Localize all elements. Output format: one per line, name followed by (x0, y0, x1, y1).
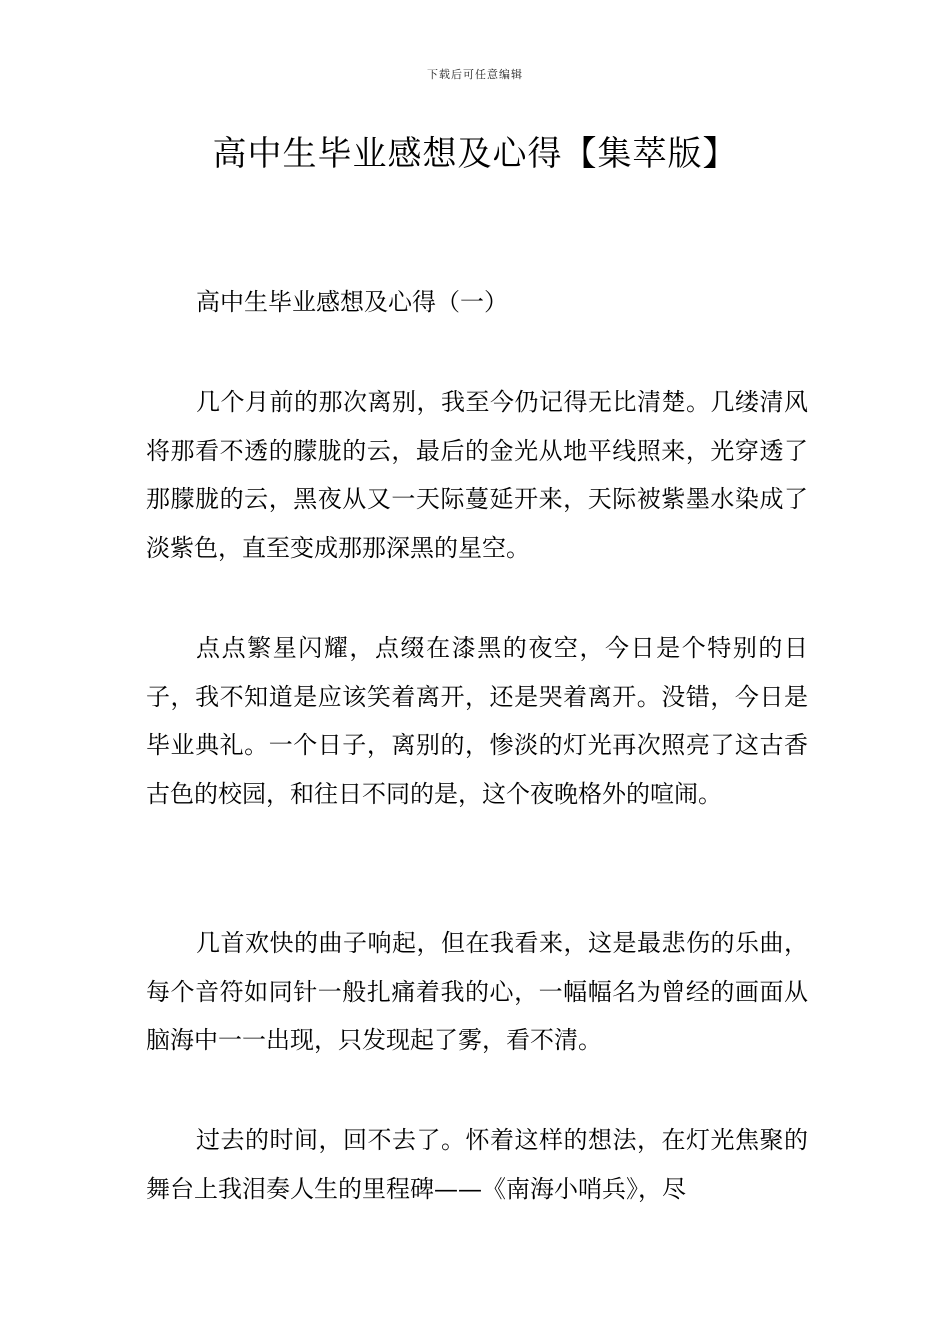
header-note: 下载后可任意编辑 (427, 68, 523, 81)
paragraph: 几首欢快的曲子响起，但在我看来，这是最悲伤的乐曲，每个音符如同针一般扎痛着我的心，一幅幅名为曾经的画面从脑海中一一出现，只发现起了雾，看不清。 (146, 929, 808, 1054)
document-title: 高中生毕业感想及心得【集萃版】 (212, 134, 738, 174)
paragraph: 点点繁星闪耀，点缀在漆黑的夜空，今日是个特别的日子，我不知道是应该笑着离开，还是哭着离开。没错，今日是毕业典礼。一个日子，离别的，惨淡的灯光再次照亮了这古香古色的校园，和往日不同的是，这个夜晚格外的喧闹。 (146, 634, 808, 808)
section-heading: 高中生毕业感想及心得（一） (196, 288, 508, 316)
paragraph: 几个月前的那次离别，我至今仍记得无比清楚。几缕清风将那看不透的朦胧的云，最后的金光从地平线照来，光穿透了那朦胧的云，黑夜从又一天际蔓延开来，天际被紫墨水染成了淡紫色，直至变成那那深黑的星空。 (146, 388, 808, 562)
paragraph: 过去的时间，回不去了。怀着这样的想法，在灯光焦聚的舞台上我泪奏人生的里程碑——《南海小哨兵》，尽 (146, 1126, 808, 1203)
